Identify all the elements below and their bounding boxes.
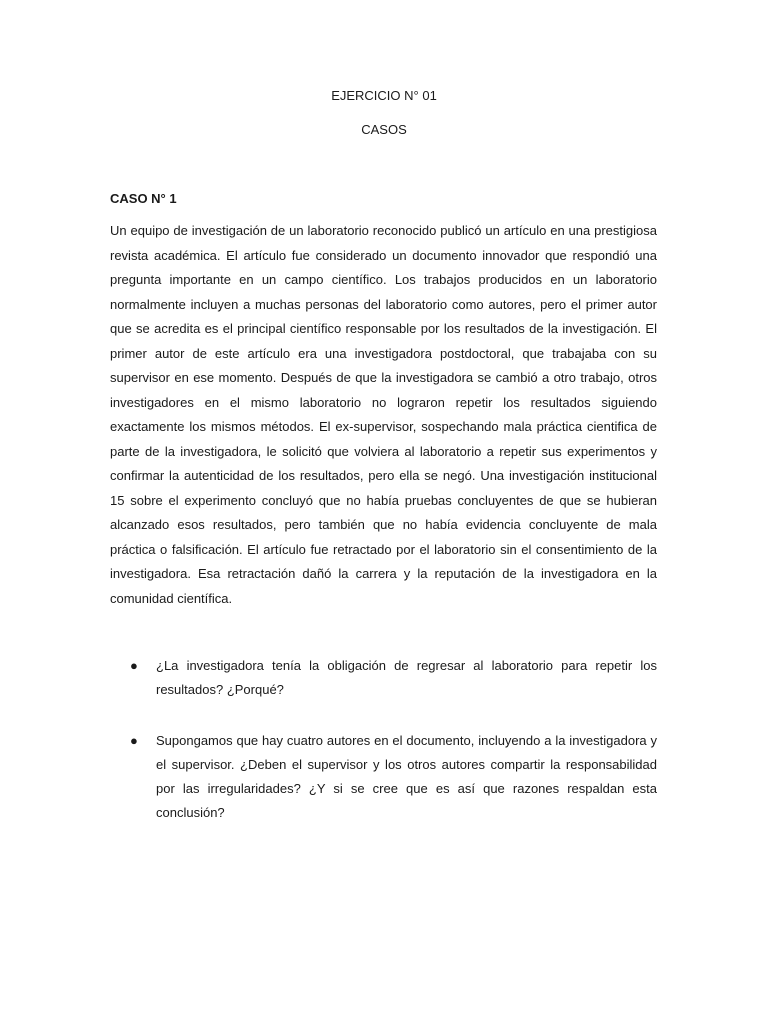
case-body-paragraph: Un equipo de investigación de un laboratorio reconocido publicó un artículo en una prestigiosa revista académica. El artículo fue considerado un documento innovador que respondió una pregunta importante en un campo científico. Los trabajos producidos en un laboratorio normalmente incluyen a muchas personas del laboratorio como autores, pero el primer autor que se acredita es el principal científico responsable por los resultados de la investigación. El primer autor de este artículo era una investigadora postdoctoral, que trabajaba con su supervisor en ese momento. Después de que la investigadora se cambió a otro trabajo, otros investigadores en el mismo laboratorio no lograron repetir los resultados siguiendo exactamente los mismos métodos. El ex-supervisor, sospechando mala práctica cientifica de parte de la investigadora, le solicitó que volviera al laboratorio a repetir sus experimentos y confirmar la autenticidad de los resultados, pero ella se negó. Una investigación institucional 15 sobre el experimento concluyó que no había pruebas concluyentes de que se hubieran alcanzado esos resultados, pero también que no había evidencia concluyente de mala práctica o falsificación. El artículo fue retractado por el laboratorio sin el consentimiento de la investigadora. Esa retractación dañó la carrera y la reputación de la investigadora en la comunidad científica.	[110, 223, 657, 606]
document-title: EJERCICIO N° 01	[331, 88, 437, 103]
question-text: ¿La investigadora tenía la obligación de regresar al laboratorio para repetir los resultados? ¿Porqué?	[156, 658, 657, 697]
bullet-icon: ●	[130, 658, 138, 673]
document-subtitle: CASOS	[361, 122, 407, 137]
case-heading: CASO N° 1	[110, 191, 177, 206]
question-text: Supongamos que hay cuatro autores en el documento, incluyendo a la investigadora y el supervisor. ¿Deben el supervisor y los otros autores compartir la responsabilidad por las irregularidades? ¿Y si se cree que es así que razones respaldan esta conclusión?	[156, 733, 657, 820]
bullet-icon: ●	[130, 733, 138, 748]
